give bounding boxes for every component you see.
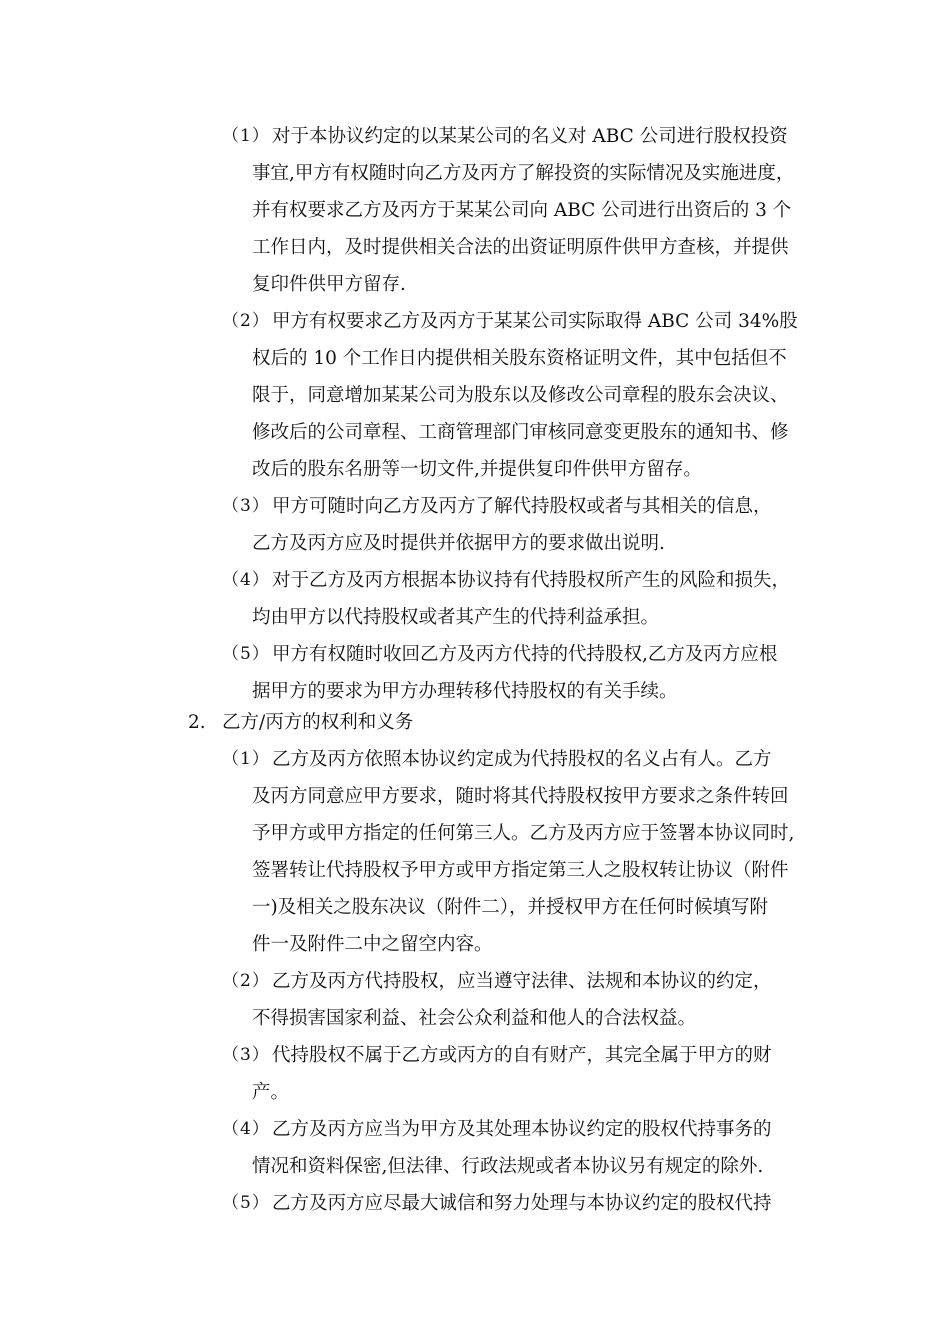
list-item [224,118,824,303]
item-text-line: 工作日内，及时提供相关合法的出资证明原件供甲方查核，并提供 [252,237,789,258]
item-text-line: 签署转让代持股权予甲方或甲方指定第三人之股权转让协议（附件 [252,860,789,881]
item-text-line: 修改后的公司章程、工商管理部门审核同意变更股东的通知书、修 [252,422,789,443]
item-text-line: 并有权要求乙方及丙方于某某公司向 ABC 公司进行出资后的 3 个 [252,200,792,221]
item-text-line: 乙方及丙方依照本协议约定成为代持股权的名义占有人。乙方 [272,749,772,770]
item-text-line: 复印件供甲方留存. [252,274,406,295]
item-text-line: 甲方有权随时收回乙方及丙方代持的代持股权,乙方及丙方应根 [272,644,778,665]
item-text-line: 均由甲方以代持股权或者其产生的代持利益承担。 [252,607,660,628]
item-number: （1） [222,749,270,769]
item-text-line: 对于乙方及丙方根据本协议持有代持股权所产生的风险和损失， [272,570,791,591]
item-text-line: 改后的股东名册等一切文件,并提供复印件供甲方留存。 [252,459,702,480]
item-text-line: 据甲方的要求为甲方办理转移代持股权的有关手续。 [252,681,678,702]
item-text-line: 代持股权不属于乙方或丙方的自有财产，其完全属于甲方的财 [272,1045,772,1066]
section-1-item-list [224,118,824,710]
item-number: （2） [222,971,270,991]
item-number: （3） [222,496,270,516]
list-item [224,303,824,488]
list-item [224,636,824,710]
item-number: （4） [222,1119,270,1139]
item-text-line: 乙方及丙方代持股权，应当遵守法律、法规和本协议的约定， [272,971,772,992]
item-text-line: 甲方有权要求乙方及丙方于某某公司实际取得 ABC 公司 34%股 [272,311,798,332]
item-text-line: 不得损害国家利益、社会公众利益和他人的合法权益。 [252,1008,697,1029]
item-text-line: 一)及相关之股东决议（附件二），并授权甲方在任何时候填写附 [252,897,768,918]
section-2-heading [188,704,828,741]
section-2-item-list [224,741,824,1222]
item-number: （3） [222,1045,270,1065]
item-number: （5） [222,1193,270,1213]
item-text-line: 对于本协议约定的以某某公司的名义对 ABC 公司进行股权投资 [272,126,788,147]
item-text-line: 情况和资料保密,但法律、行政法规或者本协议另有规定的除外. [252,1156,764,1177]
list-item [224,1111,824,1185]
item-text-line: 乙方及丙方应当为甲方及其处理本协议约定的股权代持事务的 [272,1119,772,1140]
item-text-line: 予甲方或甲方指定的任何第三人。乙方及丙方应于签署本协议同时, [252,823,795,844]
item-number: （4） [222,570,270,590]
list-item [224,1185,824,1222]
list-item [224,488,824,562]
list-item [224,741,824,963]
item-text-line: 乙方及丙方应及时提供并依据甲方的要求做出说明. [252,533,665,554]
list-item [224,562,824,636]
item-text-line: 乙方及丙方应尽最大诚信和努力处理与本协议约定的股权代持 [272,1193,772,1214]
item-number: （1） [222,126,270,146]
section-2-number: 2. [188,712,206,733]
item-number: （5） [222,644,270,664]
list-item [224,963,824,1037]
item-text-line: 事宜,甲方有权随时向乙方及丙方了解投资的实际情况及实施进度， [252,163,795,184]
item-text-line: 权后的 10 个工作日内提供相关股东资格证明文件，其中包括但不 [252,348,787,369]
list-item [224,1037,824,1111]
item-text-line: 甲方可随时向乙方及丙方了解代持股权或者与其相关的信息， [272,496,772,517]
item-text-line: 及丙方同意应甲方要求，随时将其代持股权按甲方要求之条件转回 [252,786,789,807]
section-2-title: 乙方/丙方的权利和义务 [222,712,414,733]
item-number: （2） [222,311,270,331]
item-text-line: 产。 [252,1082,290,1103]
item-text-line: 限于，同意增加某某公司为股东以及修改公司章程的股东会决议、 [252,385,789,406]
item-text-line: 件一及附件二中之留空内容。 [252,934,493,955]
